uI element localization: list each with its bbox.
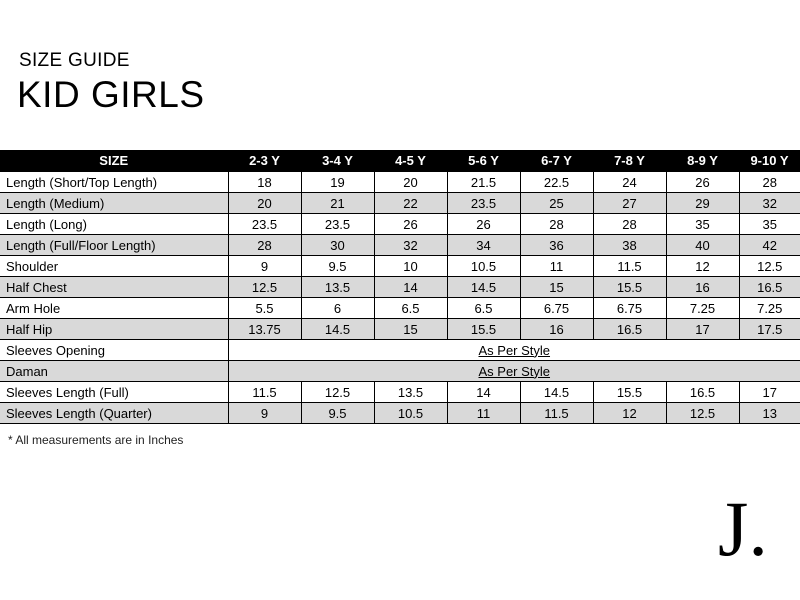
table-row [0, 214, 800, 235]
measurement-note: * All measurements are in Inches [8, 433, 184, 447]
measurement-cell: 7.25 [666, 298, 739, 319]
measurement-cell: 9 [228, 256, 301, 277]
measurement-cell: 6.75 [593, 298, 666, 319]
row-label: Shoulder [0, 256, 228, 277]
page-title: KID GIRLS [17, 74, 205, 115]
measurement-cell: 10 [374, 256, 447, 277]
table-header-row [0, 150, 800, 172]
row-label: Daman [0, 361, 228, 382]
row-label: Length (Medium) [0, 193, 228, 214]
row-label: Half Chest [0, 277, 228, 298]
measurement-cell: 18 [228, 172, 301, 193]
measurement-cell: 35 [666, 214, 739, 235]
row-label: Length (Full/Floor Length) [0, 235, 228, 256]
measurement-cell: 16.5 [666, 382, 739, 403]
measurement-cell: 15.5 [593, 382, 666, 403]
measurement-cell: 15 [374, 319, 447, 340]
measurement-cell: 11.5 [228, 382, 301, 403]
brand-logo: J. [718, 485, 768, 572]
measurement-cell: 16.5 [739, 277, 800, 298]
table-row [0, 340, 800, 361]
column-header-size: SIZE [0, 150, 228, 172]
measurement-cell: 24 [593, 172, 666, 193]
table-row [0, 361, 800, 382]
table-row [0, 298, 800, 319]
measurement-cell: 11 [447, 403, 520, 424]
measurement-cell: 30 [301, 235, 374, 256]
measurement-cell: 20 [374, 172, 447, 193]
measurement-cell: 17 [666, 319, 739, 340]
measurement-cell: 13.5 [374, 382, 447, 403]
measurement-cell: 16 [520, 319, 593, 340]
measurement-cell: 36 [520, 235, 593, 256]
table-row [0, 403, 800, 424]
measurement-cell: 42 [739, 235, 800, 256]
column-header-age: 4-5 Y [374, 150, 447, 172]
measurement-cell: 14.5 [520, 382, 593, 403]
measurement-cell: 11.5 [593, 256, 666, 277]
measurement-cell: 15 [520, 277, 593, 298]
measurement-cell: 34 [447, 235, 520, 256]
table-row [0, 193, 800, 214]
column-header-age: 2-3 Y [228, 150, 301, 172]
measurement-cell: 23.5 [447, 193, 520, 214]
measurement-cell: 27 [593, 193, 666, 214]
row-label: Arm Hole [0, 298, 228, 319]
measurement-cell: 7.25 [739, 298, 800, 319]
row-label: Half Hip [0, 319, 228, 340]
measurement-cell: 28 [520, 214, 593, 235]
column-header-age: 5-6 Y [447, 150, 520, 172]
as-per-style-cell [228, 361, 800, 382]
measurement-cell: 40 [666, 235, 739, 256]
measurement-cell: 26 [447, 214, 520, 235]
measurement-cell: 14 [374, 277, 447, 298]
table-row [0, 277, 800, 298]
measurement-cell: 12 [593, 403, 666, 424]
measurement-cell: 26 [374, 214, 447, 235]
measurement-cell: 23.5 [301, 214, 374, 235]
measurement-cell: 10.5 [374, 403, 447, 424]
measurement-cell: 6.75 [520, 298, 593, 319]
measurement-cell: 26 [666, 172, 739, 193]
measurement-cell: 21.5 [447, 172, 520, 193]
measurement-cell: 15.5 [593, 277, 666, 298]
table-row [0, 382, 800, 403]
measurement-cell: 12.5 [666, 403, 739, 424]
size-guide-label: SIZE GUIDE [19, 50, 130, 71]
measurement-cell: 28 [228, 235, 301, 256]
row-label: Sleeves Length (Full) [0, 382, 228, 403]
measurement-cell: 14.5 [447, 277, 520, 298]
measurement-cell: 32 [374, 235, 447, 256]
measurement-cell: 23.5 [228, 214, 301, 235]
measurement-cell: 14.5 [301, 319, 374, 340]
column-header-age: 8-9 Y [666, 150, 739, 172]
as-per-style-text: As Per Style [478, 363, 551, 379]
measurement-cell: 28 [739, 172, 800, 193]
measurement-cell: 22 [374, 193, 447, 214]
measurement-cell: 38 [593, 235, 666, 256]
measurement-cell: 12.5 [228, 277, 301, 298]
as-per-style-cell [228, 340, 800, 361]
measurement-cell: 6 [301, 298, 374, 319]
table-row [0, 256, 800, 277]
measurement-cell: 35 [739, 214, 800, 235]
column-header-age: 6-7 Y [520, 150, 593, 172]
measurement-cell: 22.5 [520, 172, 593, 193]
measurement-cell: 12 [666, 256, 739, 277]
measurement-cell: 15.5 [447, 319, 520, 340]
measurement-cell: 21 [301, 193, 374, 214]
measurement-cell: 32 [739, 193, 800, 214]
measurement-cell: 12.5 [301, 382, 374, 403]
measurement-cell: 20 [228, 193, 301, 214]
measurement-cell: 6.5 [374, 298, 447, 319]
measurement-cell: 28 [593, 214, 666, 235]
measurement-cell: 9.5 [301, 256, 374, 277]
table-row [0, 172, 800, 193]
row-label: Length (Long) [0, 214, 228, 235]
measurement-cell: 17.5 [739, 319, 800, 340]
table-row [0, 319, 800, 340]
measurement-cell: 12.5 [739, 256, 800, 277]
row-label: Length (Short/Top Length) [0, 172, 228, 193]
measurement-cell: 9.5 [301, 403, 374, 424]
row-label: Sleeves Opening [0, 340, 228, 361]
measurement-cell: 14 [447, 382, 520, 403]
measurement-cell: 11 [520, 256, 593, 277]
as-per-style-text: As Per Style [478, 342, 551, 358]
measurement-cell: 13.75 [228, 319, 301, 340]
column-header-age: 3-4 Y [301, 150, 374, 172]
column-header-age: 9-10 Y [739, 150, 800, 172]
measurement-cell: 25 [520, 193, 593, 214]
measurement-cell: 13 [739, 403, 800, 424]
measurement-cell: 29 [666, 193, 739, 214]
table-row [0, 235, 800, 256]
measurement-cell: 5.5 [228, 298, 301, 319]
measurement-cell: 16 [666, 277, 739, 298]
measurement-cell: 13.5 [301, 277, 374, 298]
size-chart-table [0, 150, 800, 424]
measurement-cell: 9 [228, 403, 301, 424]
row-label: Sleeves Length (Quarter) [0, 403, 228, 424]
measurement-cell: 10.5 [447, 256, 520, 277]
measurement-cell: 6.5 [447, 298, 520, 319]
column-header-age: 7-8 Y [593, 150, 666, 172]
measurement-cell: 16.5 [593, 319, 666, 340]
measurement-cell: 19 [301, 172, 374, 193]
measurement-cell: 17 [739, 382, 800, 403]
measurement-cell: 11.5 [520, 403, 593, 424]
